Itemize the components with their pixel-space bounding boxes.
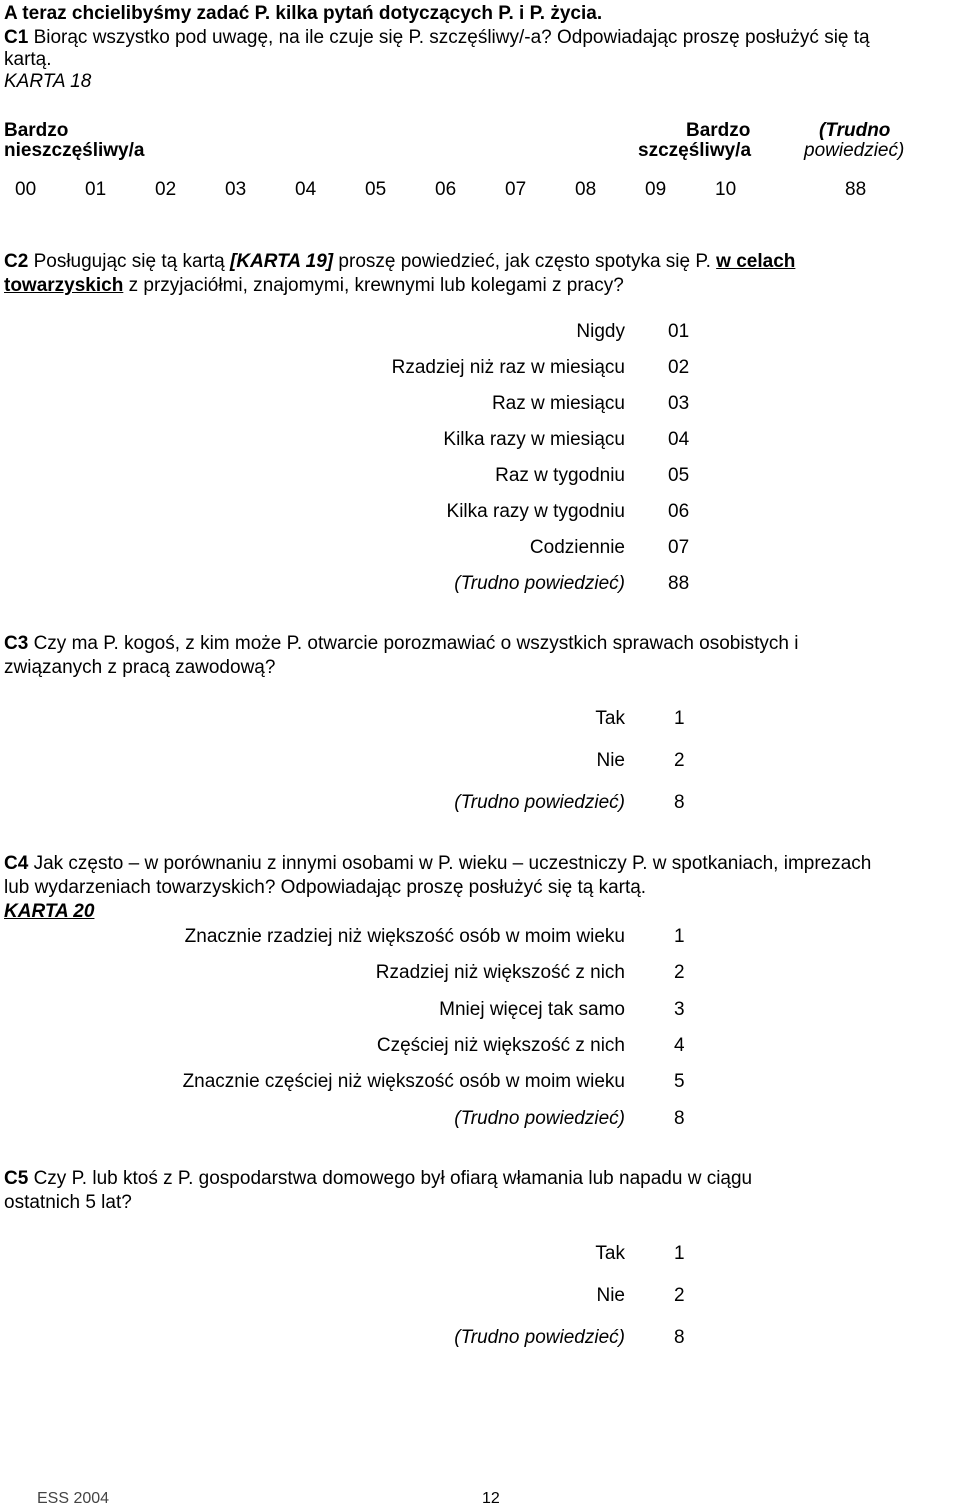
scale-value[interactable]: 09 bbox=[645, 179, 667, 200]
option-label: Tak bbox=[595, 708, 625, 729]
question-c5 bbox=[4, 1167, 752, 1191]
option-label: Raz w tygodniu bbox=[495, 465, 625, 486]
left-anchor-1: Bardzo bbox=[4, 120, 69, 141]
option-label: Kilka razy w tygodniu bbox=[446, 501, 625, 522]
question-text: Czy P. lub ktoś z P. gospodarstwa domowego był ofiarą włamania lub napadu w ciągu bbox=[33, 1168, 753, 1189]
right-anchor-1: Bardzo bbox=[686, 120, 751, 141]
dont-know-anchor-2: powiedzieć) bbox=[804, 140, 905, 161]
option-code[interactable]: 06 bbox=[668, 501, 690, 522]
scale-value[interactable]: 03 bbox=[225, 179, 247, 200]
question-text: Czy ma P. kogoś, z kim może P. otwarcie porozmawiać o wszystkich sprawach osobistych i bbox=[33, 633, 799, 654]
intro-text: A teraz chcielibyśmy zadać P. kilka pytań dotyczących P. i P. życia. bbox=[4, 3, 603, 24]
emphasis-text: w celach bbox=[716, 251, 796, 272]
right-anchor-2: szczęśliwy/a bbox=[638, 140, 752, 161]
card-label: KARTA 18 bbox=[4, 71, 92, 92]
option-label: Mniej więcej tak samo bbox=[439, 999, 625, 1020]
question-text: z przyjaciółmi, znajomymi, krewnymi lub kolegami z pracy? bbox=[128, 275, 624, 296]
question-c2 bbox=[4, 250, 795, 274]
option-code[interactable]: 2 bbox=[674, 962, 685, 983]
option-code[interactable]: 2 bbox=[674, 1285, 685, 1306]
footer-source: ESS 2004 bbox=[37, 1490, 110, 1507]
option-label: (Trudno powiedzieć) bbox=[454, 792, 625, 813]
card-label: [KARTA 19] bbox=[230, 251, 334, 272]
option-code[interactable]: 3 bbox=[674, 999, 685, 1020]
question-c1 bbox=[4, 26, 870, 50]
option-code[interactable]: 05 bbox=[668, 465, 690, 486]
scale-value[interactable]: 10 bbox=[715, 179, 737, 200]
option-label: Kilka razy w miesiącu bbox=[443, 429, 625, 450]
page-number: 12 bbox=[482, 1490, 500, 1507]
emphasis-text: towarzyskich bbox=[4, 275, 124, 296]
option-label: (Trudno powiedzieć) bbox=[454, 1327, 625, 1348]
option-label: (Trudno powiedzieć) bbox=[454, 1108, 625, 1129]
option-label: Nie bbox=[596, 1285, 625, 1306]
scale-value[interactable]: 06 bbox=[435, 179, 457, 200]
option-label: Częściej niż większość z nich bbox=[376, 1035, 625, 1056]
question-c3 bbox=[4, 632, 798, 656]
option-code[interactable]: 02 bbox=[668, 357, 690, 378]
option-label: Nigdy bbox=[576, 321, 625, 342]
option-code[interactable]: 1 bbox=[674, 926, 685, 947]
scale-value[interactable]: 04 bbox=[295, 179, 317, 200]
option-label: (Trudno powiedzieć) bbox=[454, 573, 625, 594]
scale-dont-know[interactable]: 88 bbox=[845, 179, 867, 200]
scale-value[interactable]: 01 bbox=[85, 179, 107, 200]
scale-value[interactable]: 05 bbox=[365, 179, 387, 200]
option-code[interactable]: 1 bbox=[674, 1243, 685, 1264]
option-code[interactable]: 5 bbox=[674, 1071, 685, 1092]
option-label: Tak bbox=[595, 1243, 625, 1264]
option-code[interactable]: 03 bbox=[668, 393, 690, 414]
question-text-cont: związanych z pracą zawodową? bbox=[4, 657, 276, 678]
option-label: Znacznie częściej niż większość osób w moim wieku bbox=[182, 1071, 625, 1092]
scale-value[interactable]: 08 bbox=[575, 179, 597, 200]
option-label: Nie bbox=[596, 750, 625, 771]
option-label: Raz w miesiącu bbox=[491, 393, 625, 414]
question-id: C4 bbox=[4, 853, 29, 874]
left-anchor-2: nieszczęśliwy/a bbox=[4, 140, 145, 161]
question-text-cont: ostatnich 5 lat? bbox=[4, 1192, 132, 1213]
scale-value[interactable]: 00 bbox=[15, 179, 37, 200]
option-code[interactable]: 01 bbox=[668, 321, 690, 342]
option-code[interactable]: 2 bbox=[674, 750, 685, 771]
option-code[interactable]: 8 bbox=[674, 1108, 685, 1129]
dont-know-anchor-1: (Trudno bbox=[819, 120, 891, 141]
question-text: Biorąc wszystko pod uwagę, na ile czuje się P. szczęśliwy/-a? Odpowiadając proszę posłużyć się tą bbox=[33, 27, 870, 48]
card-label: KARTA 20 bbox=[4, 901, 95, 922]
option-code[interactable]: 1 bbox=[674, 708, 685, 729]
question-id: C5 bbox=[4, 1168, 29, 1189]
question-id: C1 bbox=[4, 27, 29, 48]
option-code[interactable]: 88 bbox=[668, 573, 690, 594]
scale-value[interactable]: 02 bbox=[155, 179, 177, 200]
question-c4 bbox=[4, 852, 871, 876]
option-code[interactable]: 07 bbox=[668, 537, 690, 558]
option-code[interactable]: 4 bbox=[674, 1035, 685, 1056]
question-text: proszę powiedzieć, jak często spotyka się P. bbox=[338, 251, 711, 272]
option-code[interactable]: 8 bbox=[674, 792, 685, 813]
question-text-cont: kartą. bbox=[4, 49, 52, 70]
option-label: Rzadziej niż raz w miesiącu bbox=[391, 357, 625, 378]
option-label: Rzadziej niż większość z nich bbox=[375, 962, 625, 983]
option-label: Codziennie bbox=[529, 537, 625, 558]
question-text: Posługując się tą kartą bbox=[33, 251, 225, 272]
option-code[interactable]: 8 bbox=[674, 1327, 685, 1348]
scale-value[interactable]: 07 bbox=[505, 179, 527, 200]
question-id: C3 bbox=[4, 633, 29, 654]
question-text: Jak często – w porównaniu z innymi osobami w P. wieku – uczestniczy P. w spotkaniach, imprezach bbox=[33, 853, 872, 874]
question-text-cont: lub wydarzeniach towarzyskich? Odpowiadając proszę posłużyć się tą kartą. bbox=[4, 877, 647, 898]
question-c2-cont bbox=[4, 274, 624, 298]
option-label: Znacznie rzadziej niż większość osób w moim wieku bbox=[184, 926, 625, 947]
question-id: C2 bbox=[4, 251, 29, 272]
option-code[interactable]: 04 bbox=[668, 429, 690, 450]
